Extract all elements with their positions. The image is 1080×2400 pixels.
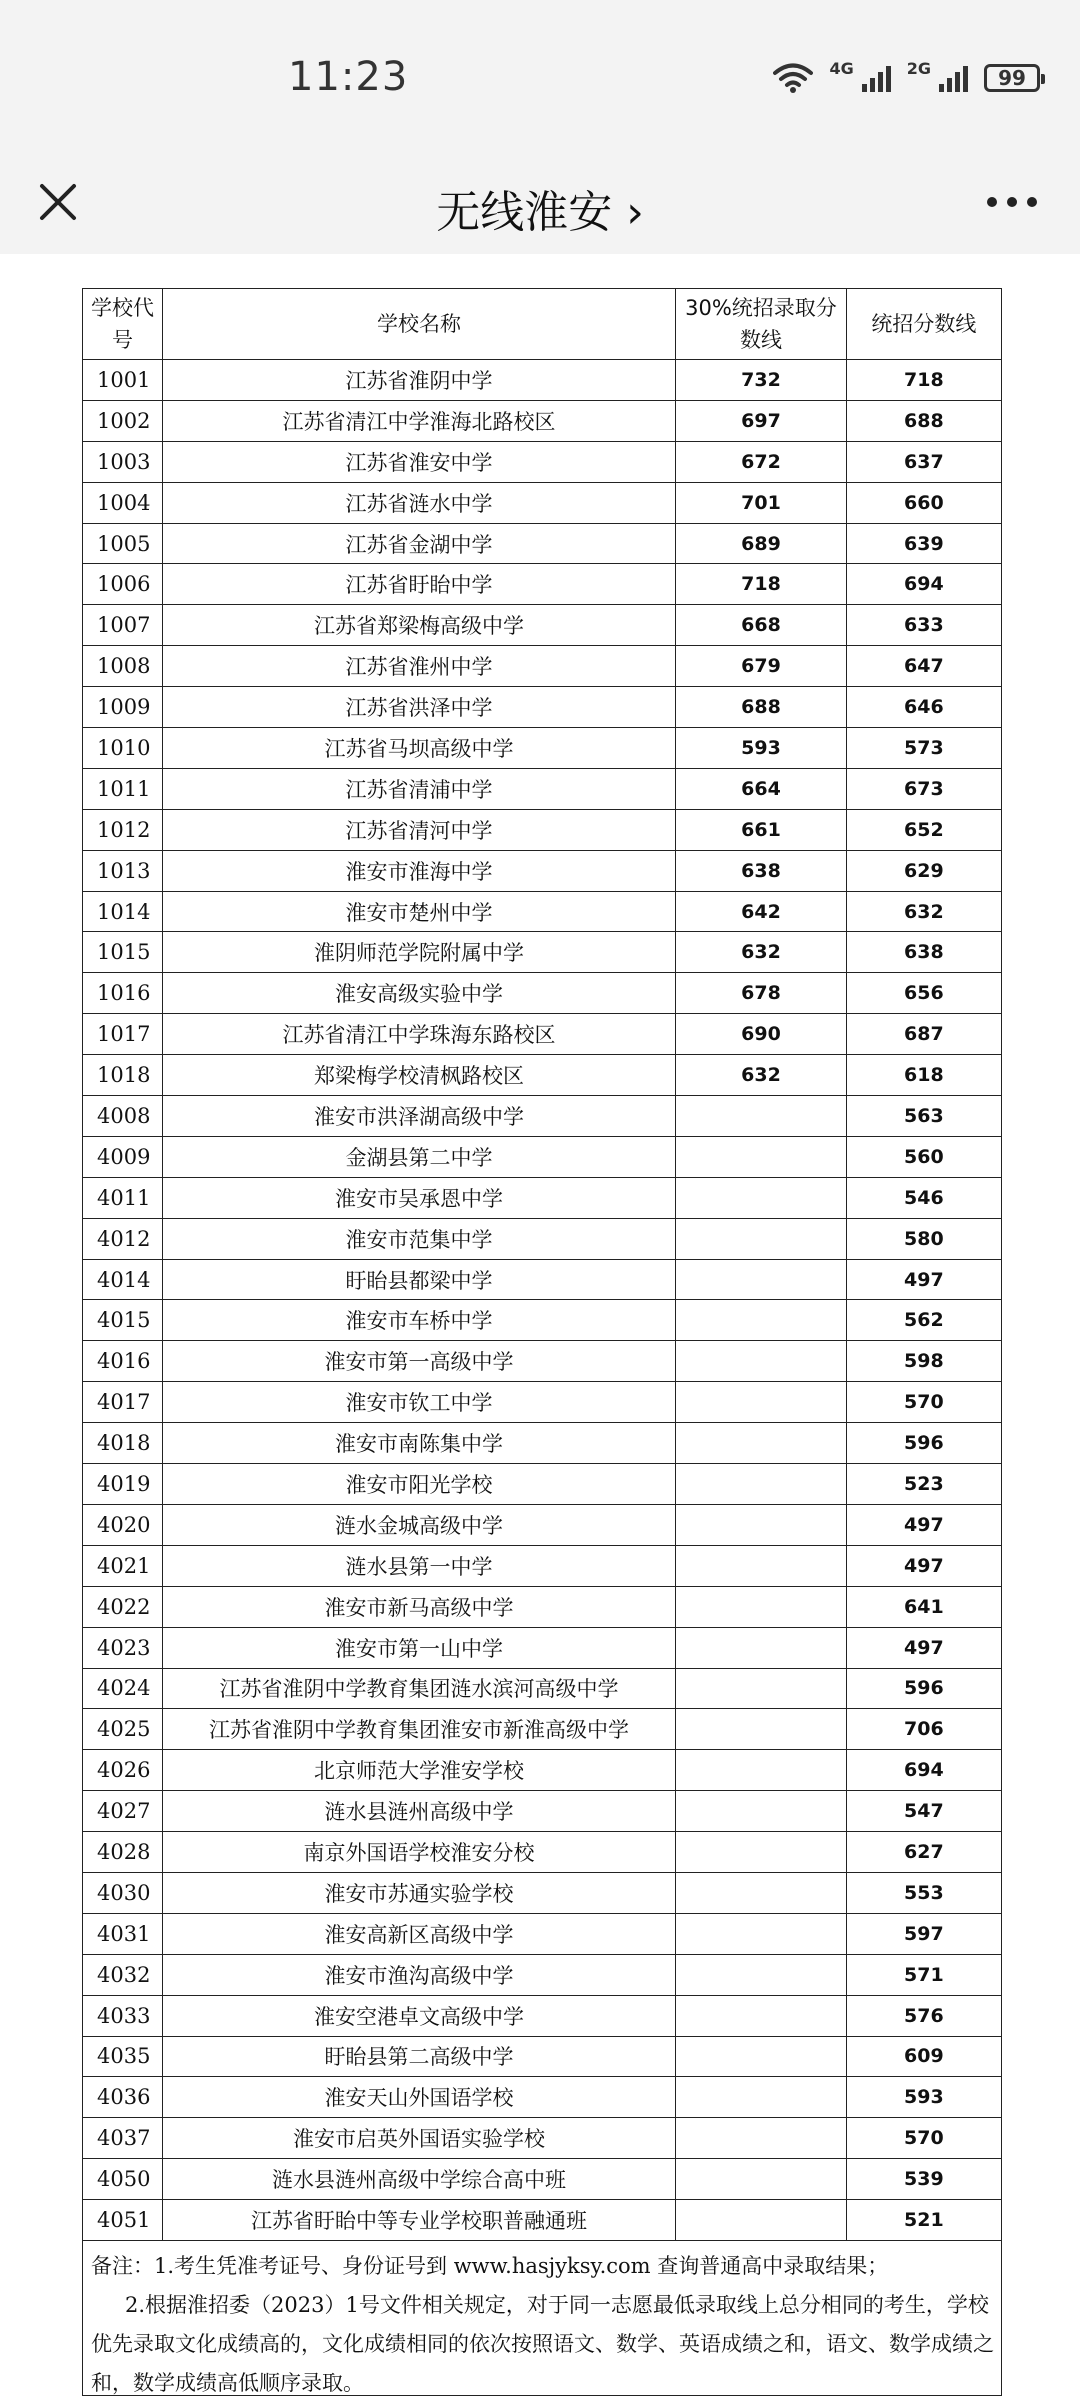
more-button[interactable] xyxy=(972,180,1052,224)
school-code: 4015 xyxy=(83,1300,163,1341)
school-name: 淮安天山外国语学校 xyxy=(162,2077,675,2118)
school-name: 江苏省清江中学珠海东路校区 xyxy=(162,1014,675,1055)
school-name: 淮安市吴承恩中学 xyxy=(162,1177,675,1218)
header-school-name: 学校名称 xyxy=(162,289,675,360)
school-name: 淮安高级实验中学 xyxy=(162,973,675,1014)
score-unified: 546 xyxy=(846,1177,1001,1218)
school-code: 4021 xyxy=(83,1545,163,1586)
wifi-icon xyxy=(773,62,813,94)
school-name: 淮安市范集中学 xyxy=(162,1218,675,1259)
score-30pct xyxy=(676,1259,847,1300)
school-name: 涟水县涟州高级中学 xyxy=(162,1791,675,1832)
school-name: 涟水县涟州高级中学综合高中班 xyxy=(162,2159,675,2200)
score-30pct: 632 xyxy=(676,1055,847,1096)
table-row xyxy=(83,605,1002,646)
score-30pct xyxy=(676,1750,847,1791)
table-row xyxy=(83,1218,1002,1259)
score-30pct: 661 xyxy=(676,809,847,850)
school-code: 4017 xyxy=(83,1382,163,1423)
score-30pct xyxy=(676,2118,847,2159)
score-30pct xyxy=(676,1791,847,1832)
score-unified: 547 xyxy=(846,1791,1001,1832)
school-name: 涟水金城高级中学 xyxy=(162,1504,675,1545)
table-row xyxy=(83,400,1002,441)
score-30pct xyxy=(676,1586,847,1627)
score-unified: 598 xyxy=(846,1341,1001,1382)
table-row xyxy=(83,1464,1002,1505)
school-code: 4024 xyxy=(83,1668,163,1709)
table-row xyxy=(83,1014,1002,1055)
score-30pct xyxy=(676,1668,847,1709)
score-unified: 597 xyxy=(846,1913,1001,1954)
school-code: 1018 xyxy=(83,1055,163,1096)
school-code: 1013 xyxy=(83,850,163,891)
more-dot-icon xyxy=(987,197,997,207)
school-code: 1007 xyxy=(83,605,163,646)
score-unified: 497 xyxy=(846,1504,1001,1545)
table-row xyxy=(83,2118,1002,2159)
score-unified: 553 xyxy=(846,1872,1001,1913)
school-name: 江苏省淮阴中学教育集团淮安市新淮高级中学 xyxy=(162,1709,675,1750)
table-row xyxy=(83,482,1002,523)
school-code: 4028 xyxy=(83,1832,163,1873)
score-30pct xyxy=(676,1382,847,1423)
score-unified: 627 xyxy=(846,1832,1001,1873)
table-row xyxy=(83,1423,1002,1464)
school-name: 淮安市苏通实验学校 xyxy=(162,1872,675,1913)
score-unified: 647 xyxy=(846,646,1001,687)
score-30pct: 701 xyxy=(676,482,847,523)
score-30pct: 668 xyxy=(676,605,847,646)
score-unified: 638 xyxy=(846,932,1001,973)
score-30pct xyxy=(676,1464,847,1505)
school-code: 1010 xyxy=(83,728,163,769)
school-code: 4037 xyxy=(83,2118,163,2159)
school-code: 4050 xyxy=(83,2159,163,2200)
score-unified: 694 xyxy=(846,1750,1001,1791)
table-row xyxy=(83,1382,1002,1423)
school-name: 淮安市渔沟高级中学 xyxy=(162,1954,675,1995)
score-30pct xyxy=(676,1627,847,1668)
table-row xyxy=(83,1504,1002,1545)
school-code: 4009 xyxy=(83,1136,163,1177)
network-type-1: 4G xyxy=(829,58,854,78)
score-30pct xyxy=(676,1177,847,1218)
score-30pct: 642 xyxy=(676,891,847,932)
notes-block xyxy=(82,2241,1002,2396)
score-unified: 632 xyxy=(846,891,1001,932)
school-code: 4012 xyxy=(83,1218,163,1259)
score-30pct xyxy=(676,1300,847,1341)
score-unified: 497 xyxy=(846,1259,1001,1300)
score-unified: 562 xyxy=(846,1300,1001,1341)
score-30pct: 678 xyxy=(676,973,847,1014)
score-unified: 580 xyxy=(846,1218,1001,1259)
score-unified: 652 xyxy=(846,809,1001,850)
table-row xyxy=(83,728,1002,769)
school-code: 4027 xyxy=(83,1791,163,1832)
header-30pct-score: 30%统招录取分数线 xyxy=(676,289,847,360)
school-name: 江苏省洪泽中学 xyxy=(162,687,675,728)
school-name: 盱眙县第二高级中学 xyxy=(162,2036,675,2077)
table-row xyxy=(83,1259,1002,1300)
score-unified: 673 xyxy=(846,768,1001,809)
score-30pct xyxy=(676,1504,847,1545)
score-30pct: 672 xyxy=(676,441,847,482)
school-name: 淮安市楚州中学 xyxy=(162,891,675,932)
table-row xyxy=(83,1709,1002,1750)
score-unified: 633 xyxy=(846,605,1001,646)
school-name: 江苏省清浦中学 xyxy=(162,768,675,809)
score-30pct xyxy=(676,2200,847,2241)
table-row xyxy=(83,1954,1002,1995)
table-row xyxy=(83,1832,1002,1873)
school-code: 4035 xyxy=(83,2036,163,2077)
table-row xyxy=(83,1586,1002,1627)
table-row xyxy=(83,2159,1002,2200)
school-name: 江苏省涟水中学 xyxy=(162,482,675,523)
score-30pct xyxy=(676,1096,847,1137)
table-header-row xyxy=(83,289,1002,360)
table-row xyxy=(83,1913,1002,1954)
table-row xyxy=(83,2036,1002,2077)
table-row xyxy=(83,1545,1002,1586)
score-30pct xyxy=(676,2159,847,2200)
table-row xyxy=(83,523,1002,564)
school-code: 4051 xyxy=(83,2200,163,2241)
score-unified: 539 xyxy=(846,2159,1001,2200)
school-name: 淮安市第一山中学 xyxy=(162,1627,675,1668)
table-row xyxy=(83,850,1002,891)
battery-level: 99 xyxy=(998,66,1026,90)
school-code: 1008 xyxy=(83,646,163,687)
score-unified: 694 xyxy=(846,564,1001,605)
score-unified: 563 xyxy=(846,1096,1001,1137)
school-name: 江苏省盱眙中等专业学校职普融通班 xyxy=(162,2200,675,2241)
table-row xyxy=(83,1668,1002,1709)
school-name: 江苏省马坝高级中学 xyxy=(162,728,675,769)
score-unified: 641 xyxy=(846,1586,1001,1627)
school-name: 淮安市车桥中学 xyxy=(162,1300,675,1341)
school-name: 江苏省清江中学淮海北路校区 xyxy=(162,400,675,441)
table-row xyxy=(83,1750,1002,1791)
school-name: 淮安市启英外国语实验学校 xyxy=(162,2118,675,2159)
school-name: 江苏省淮安中学 xyxy=(162,441,675,482)
signal-icon-2 xyxy=(939,64,968,92)
school-code: 1001 xyxy=(83,360,163,401)
more-dot-icon xyxy=(1027,197,1037,207)
score-unified: 646 xyxy=(846,687,1001,728)
score-30pct xyxy=(676,1423,847,1464)
score-30pct xyxy=(676,1136,847,1177)
score-30pct xyxy=(676,1218,847,1259)
score-unified: 560 xyxy=(846,1136,1001,1177)
school-code: 4025 xyxy=(83,1709,163,1750)
article-image xyxy=(82,288,1002,2400)
school-name: 江苏省郑梁梅高级中学 xyxy=(162,605,675,646)
table-row xyxy=(83,1136,1002,1177)
score-unified: 629 xyxy=(846,850,1001,891)
table-row xyxy=(83,2077,1002,2118)
school-name: 淮安高新区高级中学 xyxy=(162,1913,675,1954)
school-code: 4033 xyxy=(83,1995,163,2036)
school-code: 1003 xyxy=(83,441,163,482)
table-row xyxy=(83,1995,1002,2036)
school-code: 1017 xyxy=(83,1014,163,1055)
school-code: 4031 xyxy=(83,1913,163,1954)
score-30pct: 690 xyxy=(676,1014,847,1055)
school-code: 1014 xyxy=(83,891,163,932)
school-code: 4011 xyxy=(83,1177,163,1218)
score-unified: 656 xyxy=(846,973,1001,1014)
school-code: 1009 xyxy=(83,687,163,728)
school-code: 4019 xyxy=(83,1464,163,1505)
school-code: 4022 xyxy=(83,1586,163,1627)
note-line-2: 2.根据淮招委（2023）1号文件相关规定，对于同一志愿最低录取线上总分相同的考生，学校优先录取文化成绩高的，文化成绩相同的依次按照语文、数学、英语成绩之和，语文、数学成绩之和，数学成绩高低顺序录取。 xyxy=(91,2292,994,2395)
school-name: 淮安市淮海中学 xyxy=(162,850,675,891)
score-unified: 618 xyxy=(846,1055,1001,1096)
more-dot-icon xyxy=(1007,197,1017,207)
school-name: 淮安市洪泽湖高级中学 xyxy=(162,1096,675,1137)
table-row xyxy=(83,1096,1002,1137)
table-row xyxy=(83,1177,1002,1218)
school-name: 江苏省金湖中学 xyxy=(162,523,675,564)
school-name: 淮安市第一高级中学 xyxy=(162,1341,675,1382)
header-unified-score: 统招分数线 xyxy=(846,289,1001,360)
school-name: 北京师范大学淮安学校 xyxy=(162,1750,675,1791)
note-line-1: 备注：1.考生凭准考证号、身份证号到 www.hasjyksy.com 查询普通高中录取结果； xyxy=(91,2253,889,2278)
score-30pct: 732 xyxy=(676,360,847,401)
score-30pct xyxy=(676,1341,847,1382)
table-row xyxy=(83,932,1002,973)
score-unified: 639 xyxy=(846,523,1001,564)
score-30pct: 632 xyxy=(676,932,847,973)
table-row xyxy=(83,1791,1002,1832)
score-unified: 688 xyxy=(846,400,1001,441)
school-code: 4032 xyxy=(83,1954,163,1995)
table-row xyxy=(83,2200,1002,2241)
table-row xyxy=(83,441,1002,482)
score-unified: 706 xyxy=(846,1709,1001,1750)
school-name: 淮安市南陈集中学 xyxy=(162,1423,675,1464)
table-body xyxy=(83,360,1002,2241)
score-unified: 660 xyxy=(846,482,1001,523)
score-unified: 571 xyxy=(846,1954,1001,1995)
score-30pct: 593 xyxy=(676,728,847,769)
score-unified: 570 xyxy=(846,1382,1001,1423)
network-type-2: 2G xyxy=(906,58,931,78)
school-name: 淮安市阳光学校 xyxy=(162,1464,675,1505)
score-unified: 687 xyxy=(846,1014,1001,1055)
table-row xyxy=(83,1055,1002,1096)
table-row xyxy=(83,768,1002,809)
score-unified: 596 xyxy=(846,1668,1001,1709)
score-30pct xyxy=(676,1709,847,1750)
score-30pct xyxy=(676,2036,847,2077)
school-code: 1012 xyxy=(83,809,163,850)
score-30pct: 718 xyxy=(676,564,847,605)
score-30pct xyxy=(676,1832,847,1873)
school-name: 淮安市钦工中学 xyxy=(162,1382,675,1423)
score-unified: 593 xyxy=(846,2077,1001,2118)
score-30pct: 697 xyxy=(676,400,847,441)
admission-score-table xyxy=(82,288,1002,2241)
school-code: 1002 xyxy=(83,400,163,441)
score-30pct xyxy=(676,1954,847,1995)
table-row xyxy=(83,809,1002,850)
score-30pct: 688 xyxy=(676,687,847,728)
table-row xyxy=(83,1872,1002,1913)
account-title-link[interactable]: 无线淮安 › xyxy=(436,187,644,238)
school-name: 江苏省淮阴中学教育集团涟水滨河高级中学 xyxy=(162,1668,675,1709)
score-30pct: 689 xyxy=(676,523,847,564)
score-unified: 523 xyxy=(846,1464,1001,1505)
score-30pct: 664 xyxy=(676,768,847,809)
school-name: 淮安市新马高级中学 xyxy=(162,1586,675,1627)
school-name: 涟水县第一中学 xyxy=(162,1545,675,1586)
school-name: 江苏省淮州中学 xyxy=(162,646,675,687)
school-name: 郑梁梅学校清枫路校区 xyxy=(162,1055,675,1096)
school-code: 1015 xyxy=(83,932,163,973)
score-unified: 596 xyxy=(846,1423,1001,1464)
score-unified: 637 xyxy=(846,441,1001,482)
table-row xyxy=(83,1627,1002,1668)
table-row xyxy=(83,1300,1002,1341)
school-code: 1016 xyxy=(83,973,163,1014)
school-name: 金湖县第二中学 xyxy=(162,1136,675,1177)
signal-icon-1 xyxy=(862,64,891,92)
school-code: 4036 xyxy=(83,2077,163,2118)
score-30pct xyxy=(676,1545,847,1586)
school-code: 4016 xyxy=(83,1341,163,1382)
score-unified: 573 xyxy=(846,728,1001,769)
score-unified: 497 xyxy=(846,1545,1001,1586)
table-row xyxy=(83,564,1002,605)
school-code: 4030 xyxy=(83,1872,163,1913)
nav-bar xyxy=(0,150,1080,254)
school-code: 1006 xyxy=(83,564,163,605)
header-school-code: 学校代号 xyxy=(83,289,163,360)
score-30pct: 679 xyxy=(676,646,847,687)
battery-icon xyxy=(984,64,1040,92)
school-name: 淮安空港卓文高级中学 xyxy=(162,1995,675,2036)
school-name: 江苏省盱眙中学 xyxy=(162,564,675,605)
school-name: 南京外国语学校淮安分校 xyxy=(162,1832,675,1873)
school-code: 1005 xyxy=(83,523,163,564)
score-30pct xyxy=(676,2077,847,2118)
score-30pct: 638 xyxy=(676,850,847,891)
school-code: 1011 xyxy=(83,768,163,809)
school-code: 4026 xyxy=(83,1750,163,1791)
score-unified: 718 xyxy=(846,360,1001,401)
status-time: 11:23 xyxy=(288,54,409,100)
school-code: 4018 xyxy=(83,1423,163,1464)
school-code: 4020 xyxy=(83,1504,163,1545)
school-code: 4008 xyxy=(83,1096,163,1137)
school-code: 1004 xyxy=(83,482,163,523)
table-row xyxy=(83,360,1002,401)
score-30pct xyxy=(676,1872,847,1913)
school-code: 4014 xyxy=(83,1259,163,1300)
score-unified: 570 xyxy=(846,2118,1001,2159)
score-unified: 497 xyxy=(846,1627,1001,1668)
school-name: 盱眙县都梁中学 xyxy=(162,1259,675,1300)
school-name: 江苏省淮阴中学 xyxy=(162,360,675,401)
table-row xyxy=(83,973,1002,1014)
status-bar xyxy=(0,0,1080,150)
score-30pct xyxy=(676,1913,847,1954)
table-row xyxy=(83,646,1002,687)
score-unified: 521 xyxy=(846,2200,1001,2241)
school-code: 4023 xyxy=(83,1627,163,1668)
table-row xyxy=(83,687,1002,728)
table-row xyxy=(83,1341,1002,1382)
status-icons xyxy=(773,58,1040,98)
table-row xyxy=(83,891,1002,932)
score-30pct xyxy=(676,1995,847,2036)
school-name: 江苏省清河中学 xyxy=(162,809,675,850)
score-unified: 576 xyxy=(846,1995,1001,2036)
score-unified: 609 xyxy=(846,2036,1001,2077)
school-name: 淮阴师范学院附属中学 xyxy=(162,932,675,973)
